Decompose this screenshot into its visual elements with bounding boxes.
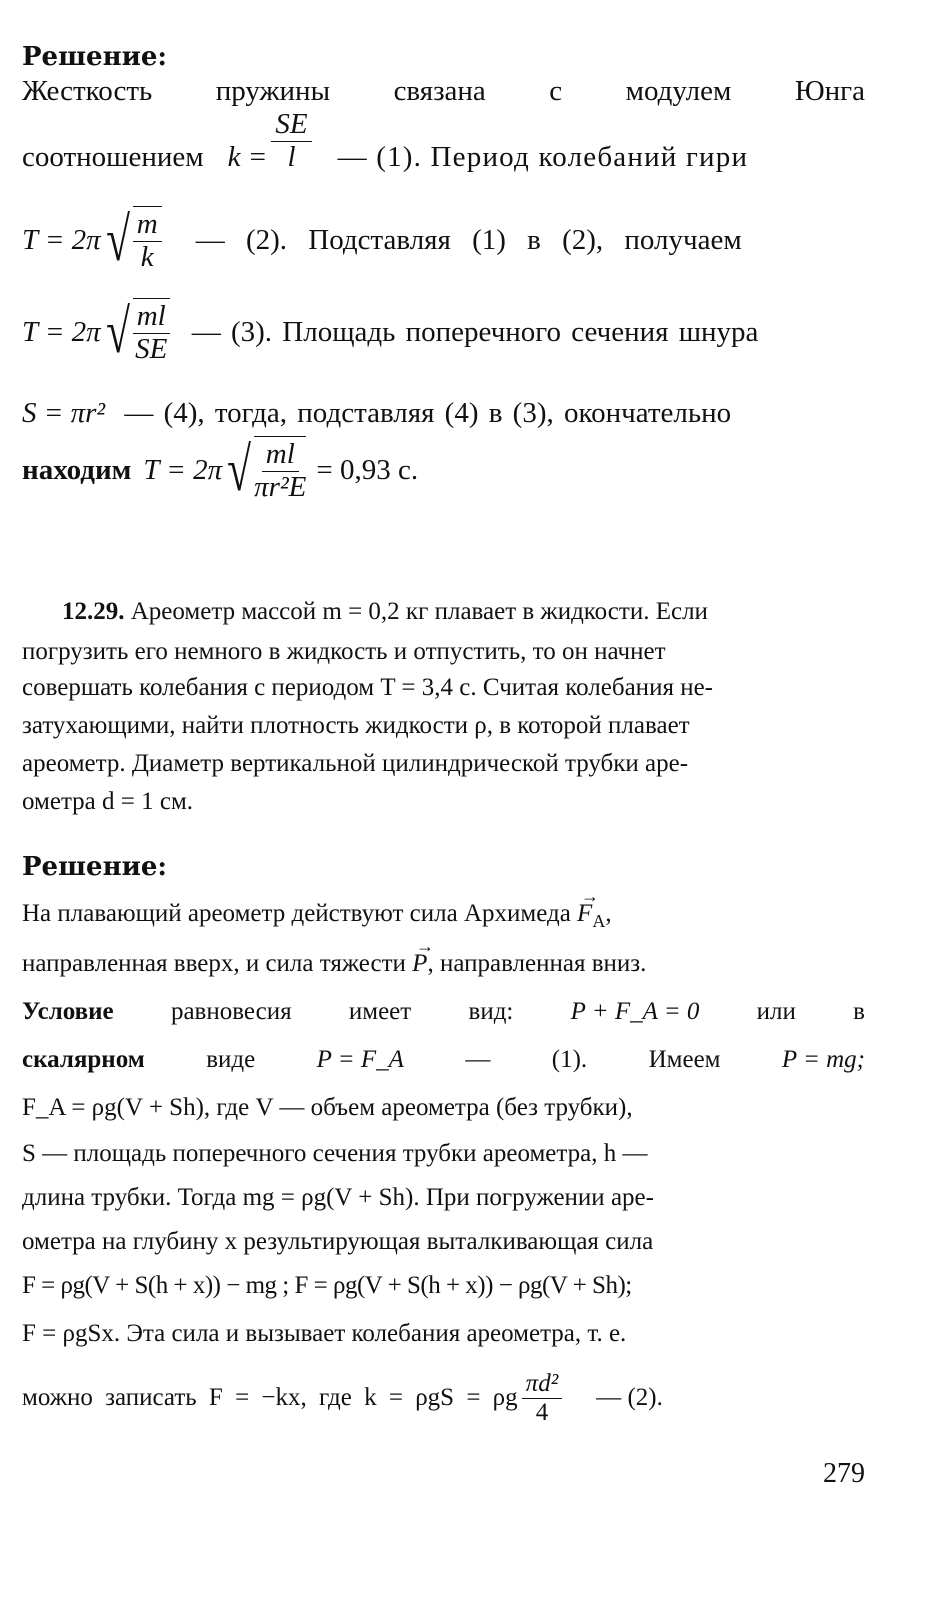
sol2-line-6: S — площадь поперечного сечения трубки ареометра, h — (22, 1140, 648, 1167)
sqrt-m-over-k: √ $\frac{m}{k}$ (101, 206, 166, 274)
sol1-line-2: соотношением k = $\frac{SE}{l}$ — (1). Период колебаний гири (22, 107, 749, 173)
sol1-line-3: T = 2π √ $\frac{m}{k}$ — (2). Подставляя (1) в (2), получаем (22, 205, 742, 274)
sol1-line-1: Жесткость пружины связана с модулем Юнга (22, 75, 865, 107)
sol2-line-4: скалярном виде P = F_A — (1). Имеем P = mg; (22, 1046, 865, 1073)
problem-line-5: ареометр. Диаметр вертикальной цилиндрической трубки аре- (22, 750, 689, 777)
solution-heading-2: Решение: (22, 852, 168, 882)
sol2-line-5: F_A = ρg(V + Sh), где V — объем ареометра (без трубки), (22, 1094, 633, 1121)
sol2-line-1: На плавающий ареометр действуют сила Архимеда → $F_A$, (22, 898, 865, 937)
sol2-line-8: ометра на глубину x результирующая выталкивающая сила (22, 1228, 654, 1255)
fraction-pid2-over-4: $\frac{\text{πd²}}{4}$ (522, 1370, 563, 1426)
sol2-line-7: длина трубки. Тогда mg = ρg(V + Sh). При погружении аре- (22, 1184, 654, 1211)
solution-heading-1: Решение: (22, 42, 168, 72)
page-number: 279 (823, 1458, 865, 1489)
sol2-line-2: направленная вверх, и сила тяжести → P, направленная вниз. (22, 948, 865, 980)
sol2-line-9: F = ρg(V + S(h + x)) − mg ; F = ρg(V + S(h + x)) − ρg(V + Sh); (22, 1272, 632, 1299)
sol2-line-10: F = ρgSx. Эта сила и вызывает колебания ареометра, т. е. (22, 1320, 627, 1347)
sqrt-ml-over-SE: √ $\frac{ml}{SE}$ (101, 298, 174, 366)
problem-line-2: погрузить его немного в жидкость и отпустить, то он начнет (22, 638, 666, 665)
sol1-line-4: T = 2π √ $\frac{ml}{SE}$ — (3). Площадь поперечного сечения шнура (22, 297, 759, 366)
problem-line-3: совершать колебания с периодом T = 3,4 с. Считая колебания не- (22, 674, 713, 701)
sol2-line-11: можно записать F = −kx, где k = ρgS = ρg $\frac{\text{πd²}}{4}$ — (2). (22, 1370, 663, 1426)
sol1-line-6: находим T = 2π √ $\frac{ml}{\text{πr²E}}$ = 0,93 с. (22, 435, 419, 504)
fraction-SE-over-l: $\frac{SE}{l}$ (271, 109, 311, 174)
problem-line-4: затухающими, найти плотность жидкости ρ, в которой плавает (22, 712, 690, 739)
sol2-line-3: Условие равновесия имеет вид: P + F_A = 0 или в (22, 998, 865, 1025)
problem-line-1: 12.29. Ареометр массой m = 0,2 кг плавает в жидкости. Если (62, 598, 708, 625)
problem-line-6: ометра d = 1 см. (22, 788, 194, 815)
sol1-line-5: S = πr² — (4), тогда, подставляя (4) в (3), окончательно (22, 397, 732, 429)
sqrt-ml-over-pir2E: √ $\frac{ml}{\text{πr²E}}$ (227, 435, 307, 504)
